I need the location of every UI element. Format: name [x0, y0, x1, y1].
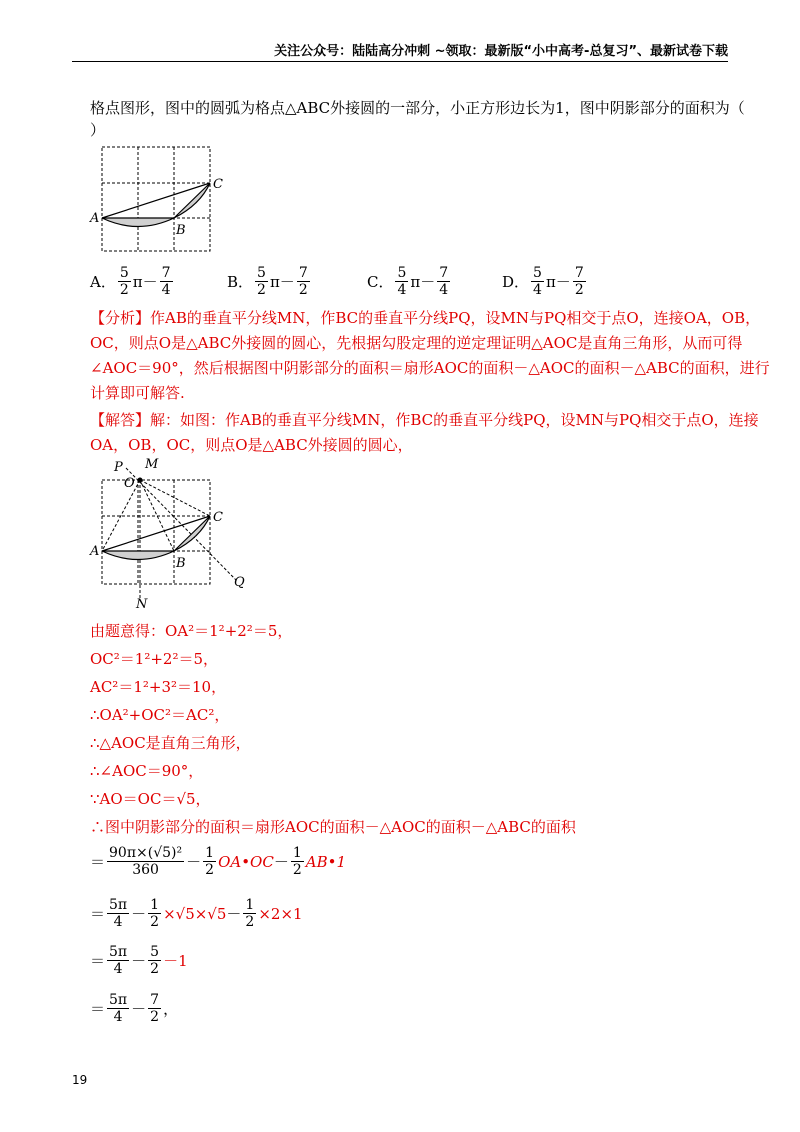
step-6: ∴∠AOC＝90°，: [90, 762, 204, 780]
page-header: 关注公众号：陆陆高分冲刺 ~领取：最新版“小中高考-总复习”、最新试卷下载: [274, 44, 728, 59]
step-1: 由题意得：OA²＝1²+2²＝5，: [90, 622, 293, 640]
equation-2: ＝ $\frac{5\pi}{4}$ － $\frac{1}{2}$ ×√5×√5 － $\frac{1}{2}$ ×2×1: [90, 897, 303, 930]
option-a[interactable]: A． $\frac{5}{2}$ π－ $\frac{7}{4}$: [90, 265, 171, 298]
equation-1: ＝ $\frac{\text{90π×(√5)²}}{360}$ － $\frac{1}{2}$ OA•OC － $\frac{1}{2}$ AB•1: [90, 845, 347, 878]
label-C2: C: [213, 510, 223, 525]
option-c[interactable]: C． $\frac{5}{4}$ π－ $\frac{7}{4}$: [367, 265, 449, 298]
label-B: B: [176, 223, 186, 238]
option-d[interactable]: D． $\frac{5}{4}$ π－ $\frac{7}{2}$: [502, 265, 584, 298]
solution-figure: [88, 456, 268, 612]
step-4: ∴OA²+OC²＝AC²，: [90, 706, 230, 724]
equation-4: ＝ $\frac{5\pi}{4}$ － $\frac{7}{2}$ ，: [90, 992, 179, 1025]
label-C: C: [213, 177, 223, 192]
question-text-line2: ）: [90, 121, 106, 139]
label-B2: B: [176, 556, 186, 571]
label-A2: A: [90, 544, 100, 559]
analysis-line2: OC，则点O是△ABC外接圆的圆心，先根据勾股定理的逆定理证明△AOC是直角三角形，从而可得: [90, 334, 743, 352]
step-5: ∴△AOC是直角三角形，: [90, 734, 251, 752]
analysis-line1: 【分析】作AB的垂直平分线MN，作BC的垂直平分线PQ，设MN与PQ相交于点O，连接OA，OB，: [90, 309, 761, 327]
label-N: N: [136, 597, 148, 612]
step-2: OC²＝1²+2²＝5，: [90, 650, 219, 668]
label-A: A: [90, 211, 100, 226]
question-figure: [88, 143, 228, 253]
analysis-line4: 计算即可解答.: [90, 384, 185, 402]
step-3: AC²＝1²+3²＝10，: [90, 678, 227, 696]
analysis-line3: ∠AOC＝90°，然后根据图中阴影部分的面积＝扇形AOC的面积－△AOC的面积－△ABC的面积，进行: [90, 359, 770, 377]
option-b[interactable]: B． $\frac{5}{2}$ π－ $\frac{7}{2}$: [227, 265, 308, 298]
header-divider: [72, 61, 728, 62]
label-O: O: [124, 476, 135, 491]
solution-line1: 【解答】解：如图：作AB的垂直平分线MN，作BC的垂直平分线PQ，设MN与PQ相交于点O，连接: [90, 411, 759, 429]
question-text-line1: 格点图形，图中的圆弧为格点△ABC外接圆的一部分，小正方形边长为1，图中阴影部分的面积为（: [90, 99, 745, 117]
label-M: M: [145, 457, 159, 472]
equation-3: ＝ $\frac{5\pi}{4}$ － $\frac{5}{2}$ － 1: [90, 944, 188, 977]
step-7: ∵AO＝OC＝√5，: [90, 790, 211, 808]
step-8: ∴图中阴影部分的面积＝扇形AOC的面积－△AOC的面积－△ABC的面积: [90, 818, 576, 836]
label-P: P: [114, 460, 123, 475]
solution-line2: OA，OB，OC，则点O是△ABC外接圆的圆心，: [90, 436, 413, 454]
page-number: 19: [72, 1073, 88, 1087]
label-Q: Q: [234, 575, 245, 590]
